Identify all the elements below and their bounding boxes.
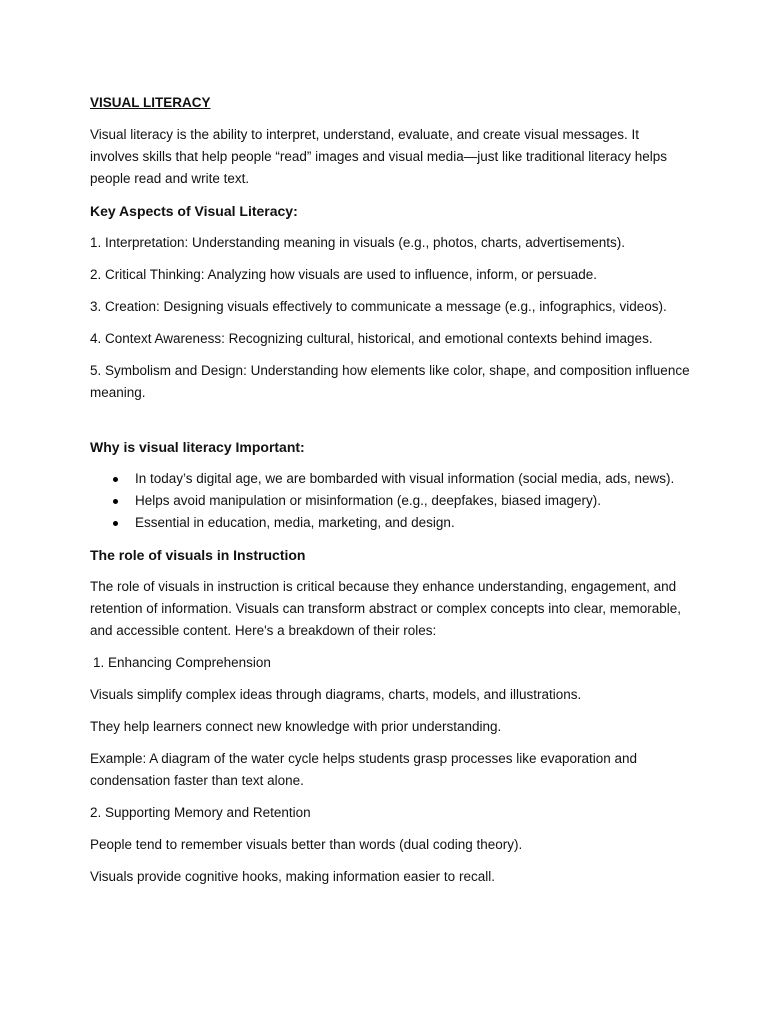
subsection-title: 1. Enhancing Comprehension (93, 655, 271, 670)
importance-heading: Why is visual literacy Important: (90, 439, 305, 455)
bullet-item (90, 468, 690, 490)
bullet-dot-icon (113, 477, 118, 482)
document-page (90, 92, 690, 898)
document-title: VISUAL LITERACY (90, 95, 211, 110)
body-paragraph: Example: A diagram of the water cycle helps students grasp processes like evaporation and condensation faster than text alone. (90, 751, 638, 788)
role-heading: The role of visuals in Instruction (90, 547, 306, 563)
role-intro-paragraph: The role of visuals in instruction is critical because they enhance understanding, engagement, and retention of information. Visuals can transform abstract or complex concepts into clear, memorable, and accessible content. Here's a breakdown of their roles: (90, 579, 682, 638)
bullet-dot-icon (113, 521, 118, 526)
body-paragraph: People tend to remember visuals better than words (dual coding theory). (90, 837, 523, 852)
key-aspect-item: 2. Critical Thinking: Analyzing how visuals are used to influence, inform, or persuade. (90, 267, 598, 282)
bullet-item (90, 490, 690, 512)
body-paragraph: Visuals simplify complex ideas through diagrams, charts, models, and illustrations. (90, 687, 582, 702)
body-paragraph: Visuals provide cognitive hooks, making information easier to recall. (90, 869, 495, 884)
section-spacer (90, 414, 690, 436)
key-aspect-item: 4. Context Awareness: Recognizing cultural, historical, and emotional contexts behind images. (90, 331, 653, 346)
intro-paragraph: Visual literacy is the ability to interpret, understand, evaluate, and create visual messages. It involves skills that help people “read” images and visual media—just like traditional literacy helps people read and write text. (90, 127, 668, 186)
subsection-title: 2. Supporting Memory and Retention (90, 805, 311, 820)
key-aspect-item: 3. Creation: Designing visuals effectively to communicate a message (e.g., infographics, videos). (90, 299, 667, 314)
bullet-text: Helps avoid manipulation or misinformation (e.g., deepfakes, biased imagery). (135, 493, 601, 508)
bullet-dot-icon (113, 499, 118, 504)
bullet-text: In today’s digital age, we are bombarded with visual information (social media, ads, news). (135, 471, 675, 486)
key-aspect-item: 5. Symbolism and Design: Understanding how elements like color, shape, and composition influence meaning. (90, 363, 690, 400)
key-aspects-heading: Key Aspects of Visual Literacy: (90, 203, 298, 219)
importance-bullet-list (90, 468, 690, 534)
bullet-text: Essential in education, media, marketing, and design. (135, 515, 455, 530)
key-aspect-item: 1. Interpretation: Understanding meaning in visuals (e.g., photos, charts, advertisements). (90, 235, 626, 250)
bullet-item (90, 512, 690, 534)
body-paragraph: They help learners connect new knowledge with prior understanding. (90, 719, 502, 734)
